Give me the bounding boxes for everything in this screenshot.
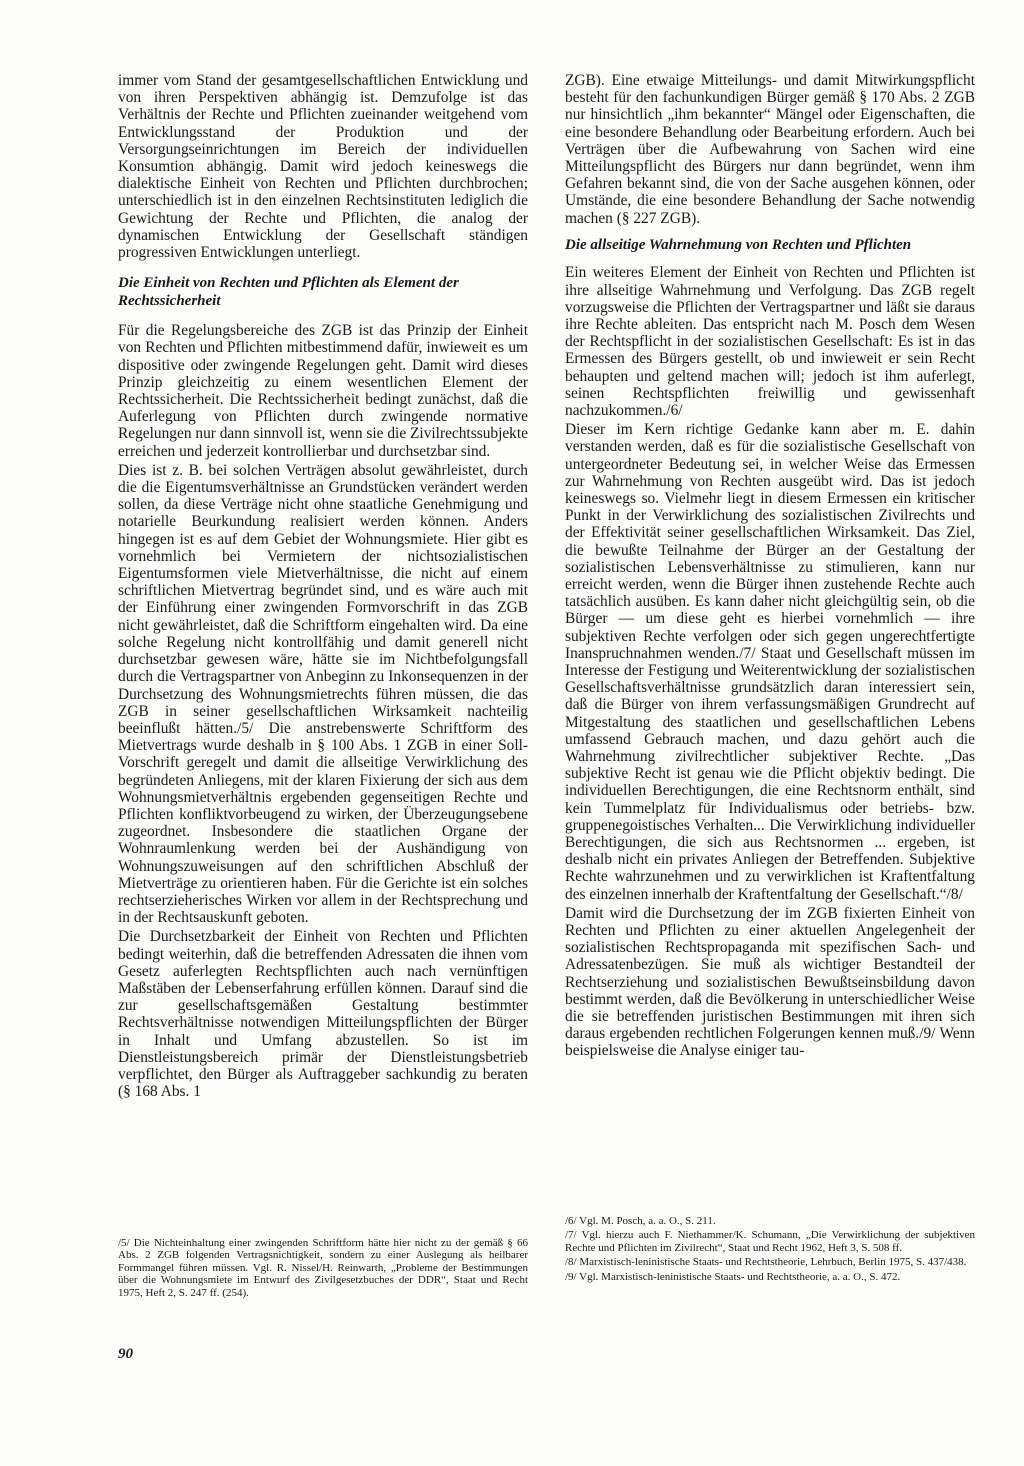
footnote: /7/ Vgl. hierzu auch F. Niethammer/K. Schumann, „Die Verwirklichung der subjektiven Rechte und Pflichten im Zivilrecht“, Staat und Recht 1962, Heft 3, S. 508 ff.	[565, 1229, 975, 1254]
paragraph: ZGB). Eine etwaige Mitteilungs- und damit Mitwirkungspflicht besteht für den fachunkundigen Bürger gemäß § 170 Abs. 2 ZGB nur hinsichtlich „ihm bekannter“ Mängel oder Eigenschaften, die eine besondere Behandlung oder Bearbeitung erfordern. Auch bei Verträgen über die Aufbewahrung von Sachen wird eine Mitteilungspflicht des Bürgers nur dann begründet, wenn ihm Gefahren bekannt sind, die von der Sache ausgehen können, oder Umstände, die eine besondere Behandlung der Sache notwendig machen (§ 227 ZGB).	[565, 72, 975, 227]
section-heading: Die allseitige Wahrnehmung von Rechten und Pflichten	[565, 236, 912, 253]
paragraph: Damit wird die Durchsetzung der im ZGB fixierten Einheit von Rechten und Pflichten zu einer aktuellen Angelegenheit der sozialistischen Rechtspropaganda mit spezifischen Sach- und Adressatenbezügen. Sie muß als wichtiger Bestandteil der Rechtserziehung und sozialistischen Bewußtseinsbildung davon bestimmt werden, daß die Bevölkerung in unterschiedlicher Weise die sie betreffenden juristischen Bestimmungen mit ihren sich daraus ergebenden rechtlichen Folgerungen kennen muß./9/ Wenn beispielsweise die Analyse einiger tau-	[565, 904, 975, 1060]
paragraph: Ein weiteres Element der Einheit von Rechten und Pflichten ist ihre allseitige Wahrnehmung und Verfolgung. Das ZGB regelt vorzugsweise die Pflichten der Vertragspartner und läßt sie daraus ihre Rechte ableiten. Das entspricht nach M. Posch dem Wesen der Rechtspflicht in der sozialistischen Gesellschaft: Es ist in das Ermessen des Bürgers gestellt, ob und inwieweit er sein Recht behaupten und geltend machen will; jedoch ist ihm auferlegt, seinen Rechtspflichten freiwillig und gewissenhaft nachzukommen./6/	[565, 264, 975, 419]
footnotes-right	[565, 1215, 975, 1285]
section-heading: Die Einheit von Rechten und Pflichten als Element der Rechtssicherheit	[118, 275, 459, 309]
left-column	[118, 72, 528, 1102]
page-number: 90	[118, 1346, 133, 1362]
footnote: /5/ Die Nichteinhaltung einer zwingenden Schriftform hätte hier nicht zu der gemäß § 66 Abs. 2 ZGB folgenden Vertragsnichtigkeit, sondern zu einer Auslegung als heilbarer Formmangel führen müssen. Vgl. R. Nissel/H. Reinwarth, „Probleme der Bestimmungen über die Wohnungsmiete im Entwurf des Zivilgesetzbuches der DDR“, Staat und Recht 1975, Heft 2, S. 247 ff. (254).	[118, 1237, 528, 1299]
footnotes-left	[118, 1237, 528, 1301]
paragraph: Für die Regelungsbereiche des ZGB ist das Prinzip der Einheit von Rechten und Pflichten mitbestimmend dafür, inwieweit es um dispositive oder zwingende Regelungen geht. Damit wird dieses Prinzip gleichzeitig zu einem wesentlichen Element der Rechtssicherheit. Die Rechtssicherheit bedingt zunächst, daß die Auferlegung von Pflichten durch zwingende normative Regelungen nur dann sinnvoll ist, wenn sie die Zivilrechtssubjekte erreichen und jederzeit kontrollierbar und durchsetzbar sind.	[118, 322, 528, 460]
paragraph: Die Durchsetzbarkeit der Einheit von Rechten und Pflichten bedingt weiterhin, daß die betreffenden Adressaten die ihnen vom Gesetz auferlegten Rechtspflichten auch nach vernünftigen Maßstäben der Lebenserfahrung erfüllen können. Darauf sind die zur gesellschaftsgemäßen Gestaltung bestimmter Rechtsverhältnisse notwendigen Mitteilungspflichten der Bürger in Inhalt und Umfang abzustellen. So ist im Dienstleistungsbereich primär der Dienstleistungsbetrieb verpflichtet, den Bürger als Auftraggeber sachkundig zu beraten (§ 168 Abs. 1	[118, 928, 528, 1101]
paragraph: Dieser im Kern richtige Gedanke kann aber m. E. dahin verstanden werden, daß es für die sozialistische Gesellschaft von untergeordneter Bedeutung sei, in welcher Weise das Ermessen zur Wahrnehmung von Rechten ausgeübt wird. Das ist jedoch keineswegs so. Vielmehr liegt in diesem Ermessen ein kritischer Punkt in der Verwirklichung des sozialistischen Zivilrechts und der Effektivität seiner gesellschaftlichen Wirksamkeit. Das Ziel, die bewußte Teilnahme der Bürger an der Gestaltung der sozialistischen Lebensverhältnisse zu stimulieren, kann nur erreicht werden, wenn die Bürger ihnen zustehende Rechte auch tatsächlich ausüben. Es kann daher nicht gleichgültig sein, ob die Bürger — um diese geht es hierbei vornehmlich — ihre subjektiven Rechte verfolgen oder sich gegen ungerechtfertigte Inanspruchnahmen wenden./7/ Staat und Gesellschaft müssen im Interesse der Festigung und Weiterentwicklung der sozialistischen Gesellschaftsverhältnisse grundsätzlich daran interessiert sein, daß die Bürger von ihrem verfassungsmäßigen Grundrecht auf Mitgestaltung des staatlichen und gesellschaftlichen Lebens umfassend Gebrauch machen, und dazu gehört auch die Wahrnehmung zivilrechtlicher subjektiver Rechte. „Das subjektive Recht ist genau wie die Pflicht objektiv bedingt. Die individuellen Berechtigungen, die eine Rechtsnorm enthält, sind kein Tummelplatz für Individualismus oder betriebs- bzw. gruppenegoistisches Verhalten... Die Verwirklichung individueller Berechtigungen, die sich aus Rechtsnormen ... ergeben, ist deshalb nicht ein privates Anliegen der Betreffenden. Subjektive Rechte wahrzunehmen und zu verwirklichen ist Kraftentfaltung des einzelnen innerhalb der Kraftentfaltung der Gesellschaft.“/8/	[565, 421, 975, 903]
paragraph: immer vom Stand der gesamtgesellschaftlichen Entwicklung und von ihren Perspektiven abhängig ist. Demzufolge ist das Verhältnis der Rechte und Pflichten zueinander weitgehend vom Entwicklungsstand der Produktion und der Versorgungseinrichtungen im Bereich der individuellen Konsumtion abhängig. Damit wird jedoch keineswegs die dialektische Einheit von Rechten und Pflichten durchbrochen; unterschiedlich ist in den einzelnen Rechtsinstituten lediglich die Gewichtung der Rechte und Pflichten, die analog der dynamischen Entwicklung der Gesellschaft ständigen progressiven Entwicklungen unterliegt.	[118, 72, 528, 262]
right-column	[565, 72, 975, 1062]
paragraph: Dies ist z. B. bei solchen Verträgen absolut gewährleistet, durch die die Eigentumsverhältnisse an Grundstücken verändert werden sollen, da diese Verträge nicht ohne staatliche Genehmigung und notarielle Beurkundung realisiert werden können. Anders hingegen ist es auf dem Gebiet der Wohnungsmiete. Hier gibt es vornehmlich bei Vermietern der nichtsozialistischen Eigentumsformen viele Mietverhältnisse, die nicht auf einem schriftlichen Mietvertrag begründet sind, und es wäre auch mit der Einführung einer zwingenden Formvorschrift in das ZGB nicht gewährleistet, daß die Schriftform eingehalten wird. Da eine solche Regelung nicht kontrollfähig und damit generell nicht durchsetzbar gewesen wäre, hätte sie im Nichtbefolgungsfall durch die Vertragspartner von Anbeginn zu Inkonsequenzen in der Durchsetzung des Wohnungsmietrechts führen müssen, die das ZGB in seiner gesellschaftlichen Wirksamkeit nachteilig beeinflußt hätten./5/ Die anstrebenswerte Schriftform des Mietvertrags wurde deshalb in § 100 Abs. 1 ZGB in einer Soll-Vorschrift geregelt und damit die allseitige Verwirklichung des begründeten Anliegens, mit der klaren Fixierung der sich aus dem Wohnungsmietverhältnis ergebenden gegenseitigen Rechte und Pflichten konfliktvorbeugend zu wirken, der Überzeugungsebene zugeordnet. Insbesondere die staatlichen Organe der Wohnraumlenkung werden bei der Aushändigung von Wohnungszuweisungen auf den schriftlichen Abschluß der Mietverträge zu orientieren haben. Für die Gerichte ist ein solches rechtserzieherisches Wirken vor allem in der Rechtsprechung und in der Rechtsauskunft geboten.	[118, 461, 528, 927]
footnote: /6/ Vgl. M. Posch, a. a. O., S. 211.	[565, 1215, 716, 1227]
footnote: /8/ Marxistisch-leninistische Staats- und Rechtstheorie, Lehrbuch, Berlin 1975, S. 437/438.	[565, 1256, 967, 1269]
footnote: /9/ Vgl. Marxistisch-leninistische Staats- und Rechtstheorie, a. a. O., S. 472.	[565, 1270, 901, 1283]
